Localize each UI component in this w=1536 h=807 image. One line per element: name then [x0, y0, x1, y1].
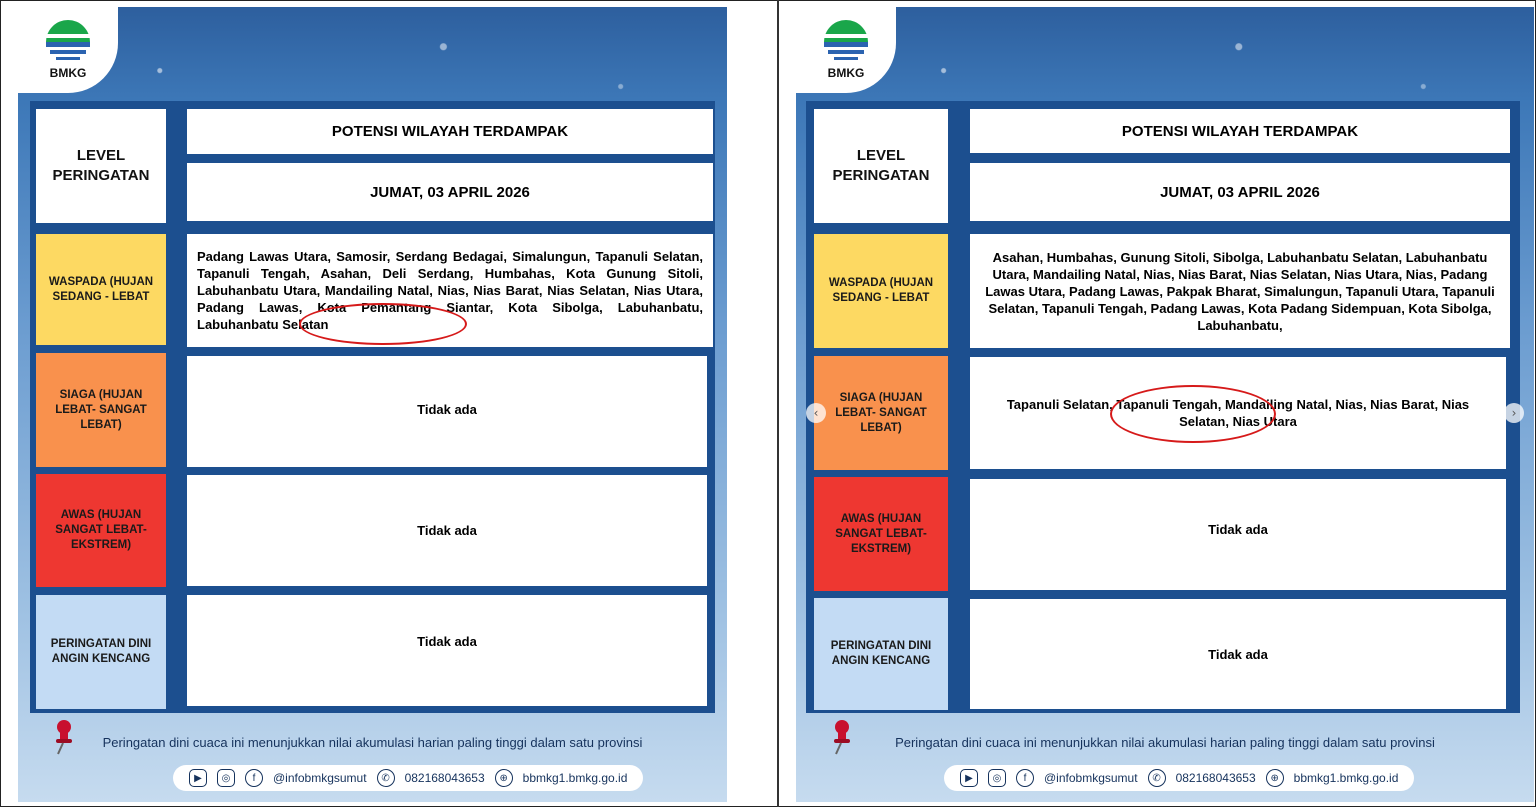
left-infographic: [18, 7, 727, 802]
bmkg-logo-text: BMKG: [827, 66, 865, 80]
footer-note: Peringatan dini cuaca ini menunjukkan nilai akumulasi harian paling tinggi dalam satu provinsi: [895, 735, 1435, 750]
instagram-icon: ◎: [988, 769, 1006, 787]
level-siaga: SIAGA (HUJAN LEBAT- SANGAT LEBAT): [814, 356, 948, 470]
panel-divider: [777, 0, 779, 807]
date-box: JUMAT, 03 APRIL 2026: [187, 163, 713, 221]
whatsapp-icon: ✆: [377, 769, 395, 787]
date-box: JUMAT, 03 APRIL 2026: [970, 163, 1510, 221]
level-awas: AWAS (HUJAN SANGAT LEBAT- EKSTREM): [36, 474, 166, 587]
instagram-icon: ◎: [217, 769, 235, 787]
contact-bar: [944, 765, 1414, 791]
title-box: POTENSI WILAYAH TERDAMPAK: [187, 109, 713, 154]
bmkg-logo-text: BMKG: [49, 66, 87, 80]
globe-icon: ⊕: [495, 769, 513, 787]
level-awas: AWAS (HUJAN SANGAT LEBAT- EKSTREM): [814, 477, 948, 591]
awas-areas: Tidak ada: [187, 475, 707, 586]
level-waspada: WASPADA (HUJAN SEDANG - LEBAT: [814, 234, 948, 348]
siaga-areas: Tidak ada: [187, 356, 707, 467]
warning-table: [806, 101, 1520, 713]
warning-table: [30, 101, 715, 713]
social-handle: @infobmkgsumut: [1044, 771, 1138, 785]
highlight-circle: [299, 303, 467, 345]
title-box: POTENSI WILAYAH TERDAMPAK: [970, 109, 1510, 153]
bmkg-emblem-icon: [820, 20, 872, 64]
bmkg-emblem-icon: [42, 20, 94, 64]
contact-bar: [173, 765, 643, 791]
angin-areas: Tidak ada: [187, 595, 707, 706]
level-header: LEVEL PERINGATAN: [814, 109, 948, 223]
phone-number: 082168043653: [404, 771, 485, 785]
awas-areas: Tidak ada: [970, 479, 1506, 590]
facebook-icon: f: [245, 769, 263, 787]
right-infographic: [796, 7, 1534, 802]
angin-areas: Tidak ada: [970, 599, 1506, 709]
highlight-circle: [1110, 385, 1276, 443]
siaga-areas: Tapanuli Selatan, Tapanuli Tengah, Mandailing Natal, Nias, Nias Barat, Nias Selatan, Nias Utara: [970, 357, 1506, 469]
level-waspada: WASPADA (HUJAN SEDANG - LEBAT: [36, 234, 166, 345]
website: bbmkg1.bmkg.go.id: [522, 771, 628, 785]
waspada-areas: Padang Lawas Utara, Samosir, Serdang Bedagai, Simalungun, Tapanuli Selatan, Tapanuli Tengah, Asahan, Deli Serdang, Humbahas, Kota Gunung Sitoli, Labuhanbatu Utara, Mandailing Natal, Nias, Nias Barat, Nias Selatan, Nias Utara, Padang Lawas, Kota Pemantang Siantar, Kota Sibolga, Labuhanbatu, Labuhanbatu Selatan: [187, 234, 713, 347]
footer-note: Peringatan dini cuaca ini menunjukkan nilai akumulasi harian paling tinggi dalam satu provinsi: [102, 735, 643, 750]
facebook-icon: f: [1016, 769, 1034, 787]
bmkg-logo: [18, 7, 118, 93]
phone-number: 082168043653: [1175, 771, 1256, 785]
level-angin: PERINGATAN DINI ANGIN KENCANG: [36, 595, 166, 709]
youtube-icon: ▶: [960, 769, 978, 787]
waspada-areas: Asahan, Humbahas, Gunung Sitoli, Sibolga, Labuhanbatu Selatan, Labuhanbatu Utara, Mandailing Natal, Nias, Nias Barat, Nias Selatan, Nias Utara, Nias, Padang Lawas Utara, Padang Lawas, Pakpak Bharat, Simalungun, Tapanuli Utara, Tapanuli Selatan, Tapanuli Tengah, Padang Lawas, Kota Padang Sidempuan, Kota Sibolga, Labuhanbatu,: [970, 234, 1510, 348]
globe-icon: ⊕: [1266, 769, 1284, 787]
bmkg-logo: [796, 7, 896, 93]
youtube-icon: ▶: [189, 769, 207, 787]
website: bbmkg1.bmkg.go.id: [1293, 771, 1399, 785]
level-header: LEVEL PERINGATAN: [36, 109, 166, 223]
social-handle: @infobmkgsumut: [273, 771, 367, 785]
carousel-next-button[interactable]: ›: [1504, 403, 1524, 423]
whatsapp-icon: ✆: [1148, 769, 1166, 787]
level-siaga: SIAGA (HUJAN LEBAT- SANGAT LEBAT): [36, 353, 166, 467]
carousel-prev-button[interactable]: ‹: [806, 403, 826, 423]
level-angin: PERINGATAN DINI ANGIN KENCANG: [814, 598, 948, 710]
